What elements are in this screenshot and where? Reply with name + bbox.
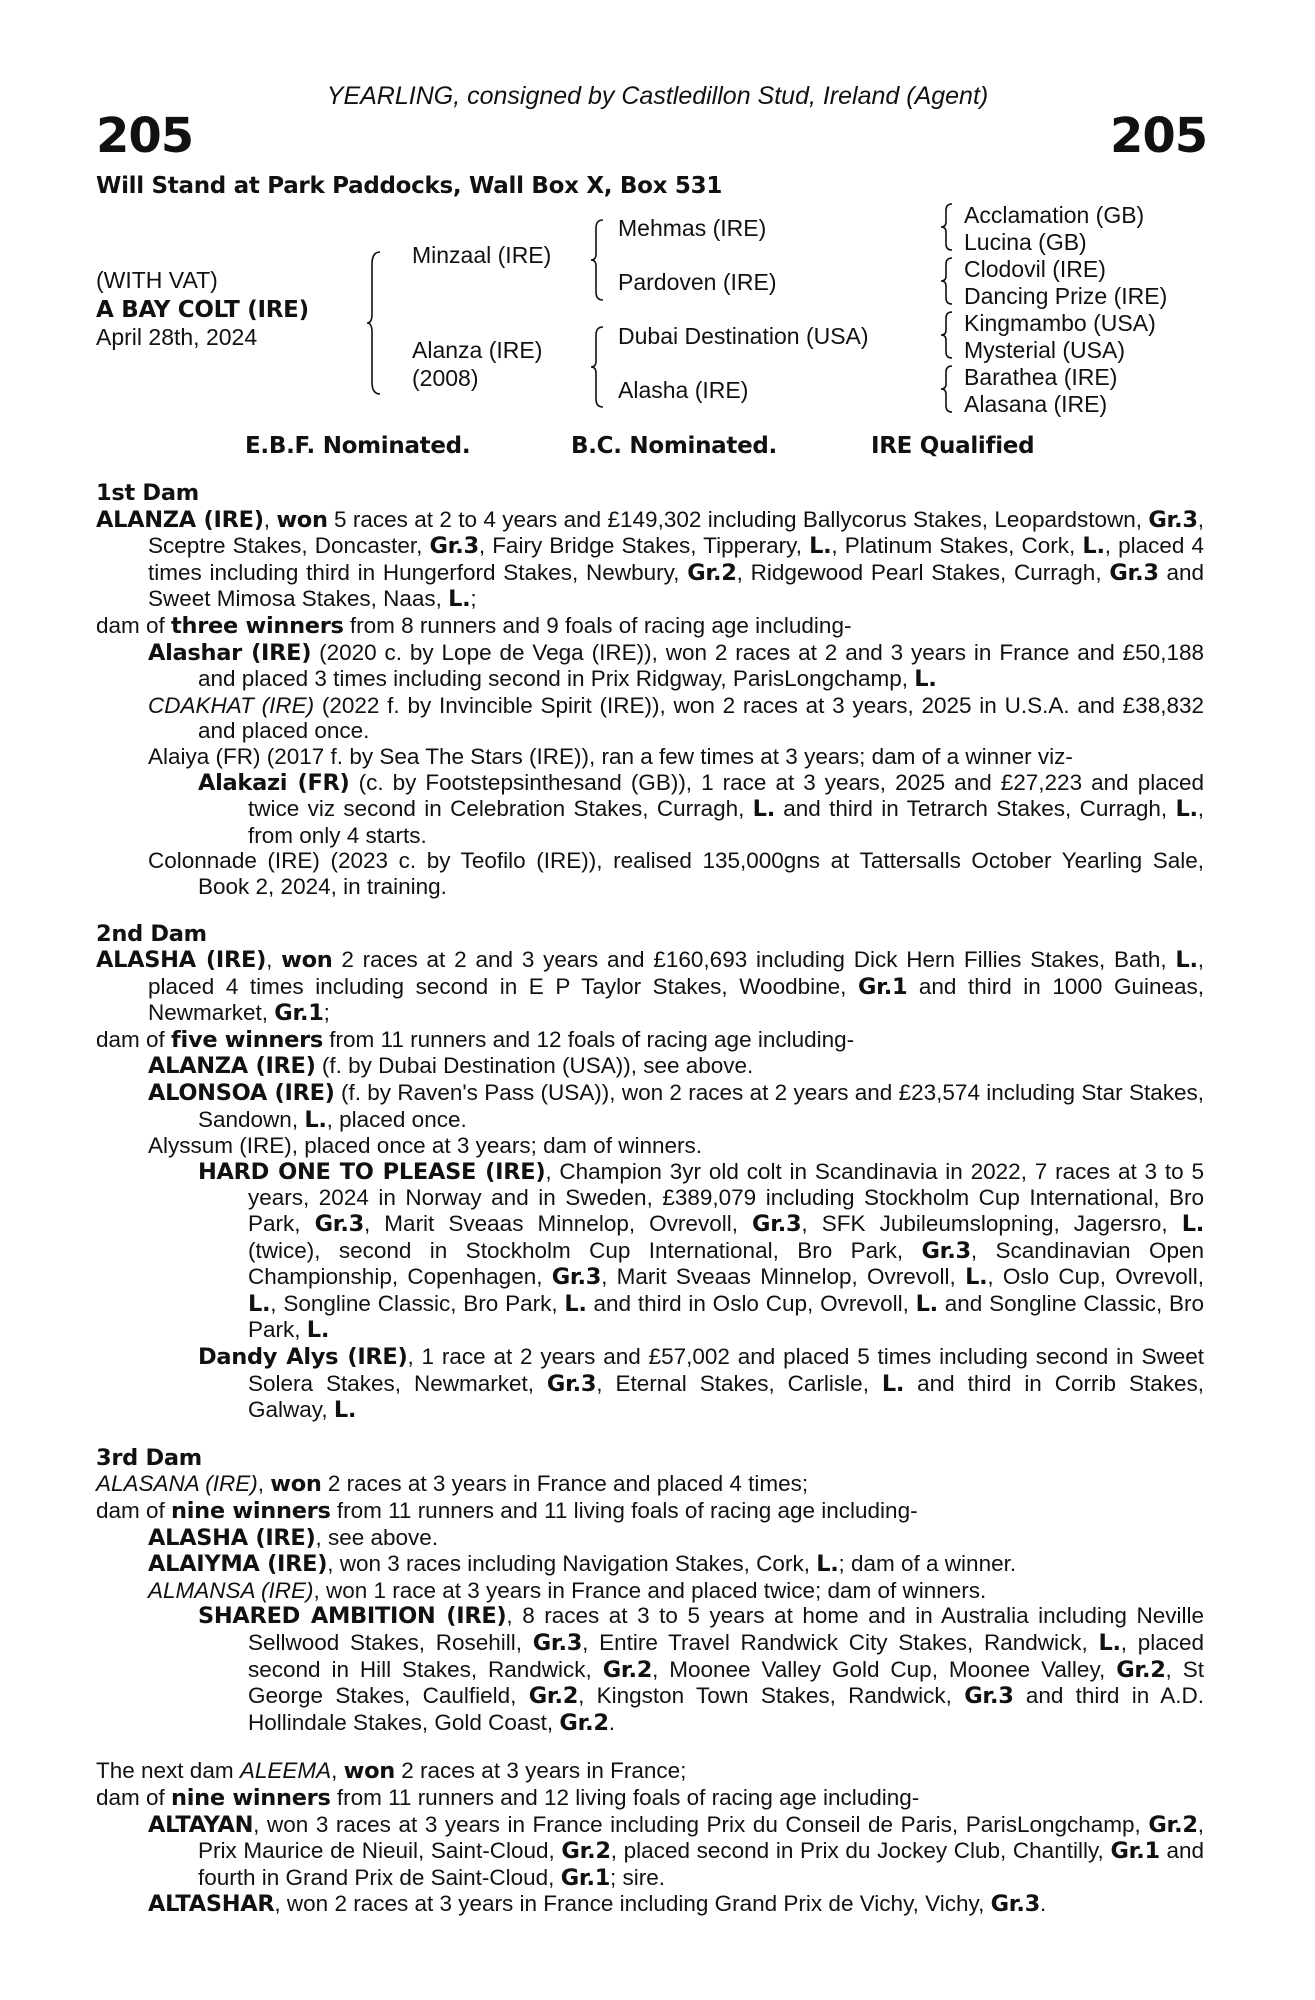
ebf-nomination: E.B.F. Nominated.	[245, 433, 471, 459]
pedigree-brace-main	[366, 250, 384, 396]
sire: Minzaal (IRE)	[412, 242, 552, 268]
lot-number-left: 205	[96, 108, 194, 164]
third-dam-section	[96, 1446, 1204, 1737]
second-dam-heading: 2nd Dam	[96, 920, 207, 947]
sire-dam: Pardoven (IRE)	[618, 269, 777, 295]
produce-shared-ambition: SHARED AMBITION (IRE), 8 races at 3 to 5 years at home and in Australia including Neville Sellwood Stakes, Rosehill, Gr.3, Entire Travel Randwick City Stakes, Randwick, L., placed second in Hill Stakes, Randwick, Gr.2, Moonee Valley Gold Cup, Moonee Valley, Gr.2, St George Stakes, Caulfield, Gr.2, Kingston Town Stakes, Randwick, Gr.3 and third in A.D. Hollindale Stakes, Gold Coast, Gr.2.	[198, 1603, 1205, 1736]
fourth-dam-produce-summary: dam of nine winners from 11 runners and 12 living foals of racing age including-	[96, 1784, 920, 1811]
produce-record	[96, 481, 1204, 1918]
bc-nomination: B.C. Nominated.	[571, 433, 777, 459]
pedigree-brace-dam	[590, 325, 606, 409]
produce-alyssum: Alyssum (IRE), placed once at 3 years; dam of winners.	[148, 1133, 702, 1159]
produce-almansa: ALMANSA (IRE), won 1 race at 3 years in France and placed twice; dam of winners.	[148, 1577, 987, 1603]
pedigree-brace-sire	[590, 218, 606, 302]
ggp-dancing-prize: Dancing Prize (IRE)	[964, 283, 1168, 309]
lot-number-right: 205	[1110, 108, 1208, 164]
produce-hard-one-to-please: HARD ONE TO PLEASE (IRE), Champion 3yr old colt in Scandinavia in 2022, 7 races at 3 to 5 years, 2024 in Norway and in Sweden, £389,079 including Stockholm Cup International, Bro Park, Gr.3, Marit Sveaas Minnelop, Ovrevoll, Gr.3, SFK Jubileumslopning, Jagersro, L. (twice), second in Stockholm Cup International, Bro Park, Gr.3, Scandinavian Open Championship, Copenhagen, Gr.3, Marit Sveaas Minnelop, Ovrevoll, L., Oslo Cup, Ovrevoll, L., Songline Classic, Bro Park, L. and third in Oslo Cup, Ovrevoll, L. and Songline Classic, Bro Park, L.	[198, 1158, 1205, 1344]
vat-note: (WITH VAT)	[96, 267, 218, 293]
pedigree-brace-g2	[940, 256, 954, 306]
consignment-line: YEARLING, consigned by Castledillon Stud, Ireland (Agent)	[326, 82, 989, 110]
produce-alashar: Alashar (IRE) (2020 c. by Lope de Vega (IRE)), won 2 races at 2 and 3 years in France and £50,188 and placed 3 times including second in Prix Ridgway, ParisLongchamp, L.	[148, 639, 1204, 693]
third-dam-record: ALASANA (IRE), won 2 races at 3 years in France and placed 4 times;	[96, 1471, 809, 1498]
dam: Alanza (IRE)	[412, 337, 543, 363]
fourth-dam-section	[96, 1758, 1204, 1918]
second-dam-record: ALASHA (IRE), won 2 races at 2 and 3 years and £160,693 including Dick Hern Fillies Stakes, Bath, L., placed 4 times including second in E P Taylor Stakes, Woodbine, Gr.1 and third in 1000 Guineas, Newmarket, Gr.1;	[96, 947, 1205, 1027]
produce-alonsoa: ALONSOA (IRE) (f. by Raven's Pass (USA)), won 2 races at 2 years and £23,574 including Star Stakes, Sandown, L., placed once.	[148, 1080, 1204, 1133]
first-dam-section	[96, 481, 1204, 900]
first-dam-heading: 1st Dam	[96, 480, 199, 506]
produce-dandy-alys: Dandy Alys (IRE), 1 race at 2 years and £57,002 and placed 5 times including second in Sweet Solera Stakes, Newmarket, Gr.3, Eternal Stakes, Carlisle, L. and third in Corrib Stakes, Galway, L.	[198, 1344, 1205, 1424]
produce-colonnade: Colonnade (IRE) (2023 c. by Teofilo (IRE)), realised 135,000gns at Tattersalls October Yearling Sale, Book 2, 2024, in training.	[148, 848, 1204, 899]
produce-cdakhat: CDAKHAT (IRE) (2022 f. by Invincible Spirit (IRE)), won 2 races at 3 years, 2025 in U.S.A. and £38,832 and placed once.	[148, 692, 1204, 744]
ggp-clodovil: Clodovil (IRE)	[964, 256, 1106, 282]
ggp-alasana: Alasana (IRE)	[964, 391, 1108, 417]
dam-dam: Alasha (IRE)	[618, 377, 749, 403]
produce-alaiya: Alaiya (FR) (2017 f. by Sea The Stars (IRE)), ran a few times at 3 years; dam of a winner viz-	[148, 743, 1073, 769]
pedigree-brace-g4	[940, 364, 954, 414]
ggp-acclamation: Acclamation (GB)	[964, 202, 1145, 228]
produce-alasha: ALASHA (IRE), see above.	[148, 1524, 439, 1551]
produce-altayan: ALTAYAN, won 3 races at 3 years in France including Prix du Conseil de Paris, ParisLongchamp, Gr.2, Prix Maurice de Nieuil, Saint-Cloud, Gr.2, placed second in Prix du Jockey Club, Chantilly, Gr.1 and fourth in Grand Prix de Saint-Cloud, Gr.1; sire.	[148, 1811, 1205, 1891]
first-dam-record: ALANZA (IRE), won 5 races at 2 to 4 years and £149,302 including Ballycorus Stakes, Leopardstown, Gr.3, Sceptre Stakes, Doncaster, Gr.3, Fairy Bridge Stakes, Tipperary, L., Platinum Stakes, Cork, L., placed 4 times including third in Hungerford Stakes, Newbury, Gr.2, Ridgewood Pearl Stakes, Curragh, Gr.3 and Sweet Mimosa Stakes, Naas, L.;	[96, 506, 1205, 613]
pedigree-brace-g1	[940, 202, 954, 252]
produce-altashar: ALTASHAR, won 2 races at 3 years in France including Grand Prix de Vichy, Vichy, Gr.3.	[148, 1891, 1047, 1918]
third-dam-heading: 3rd Dam	[96, 1444, 202, 1471]
stand-location: Will Stand at Park Paddocks, Wall Box X, Box 531	[96, 173, 723, 199]
first-dam-name: ALANZA (IRE)	[96, 506, 264, 533]
dam-sire: Dubai Destination (USA)	[618, 323, 869, 349]
ggp-lucina: Lucina (GB)	[964, 229, 1087, 255]
fourth-dam-record: The next dam ALEEMA, won 2 races at 3 years in France;	[96, 1758, 687, 1785]
foaling-date: April 28th, 2024	[96, 324, 258, 350]
ggp-kingmambo: Kingmambo (USA)	[964, 310, 1156, 336]
dam-year: (2008)	[412, 365, 479, 391]
horse-name: A BAY COLT (IRE)	[96, 297, 309, 323]
ggp-barathea: Barathea (IRE)	[964, 364, 1118, 390]
second-dam-produce-summary: dam of five winners from 11 runners and 12 foals of racing age including-	[96, 1026, 855, 1053]
first-dam-produce-summary: dam of three winners from 8 runners and 9 foals of racing age including-	[96, 612, 852, 639]
third-dam-produce-summary: dam of nine winners from 11 runners and 11 living foals of racing age including-	[96, 1497, 918, 1524]
produce-alakazi: Alakazi (FR) (c. by Footstepsinthesand (GB)), 1 race at 3 years, 2025 and £27,223 and placed twice viz second in Celebration Stakes, Curragh, L. and third in Tetrarch Stakes, Curragh, L., from only 4 starts.	[198, 769, 1204, 848]
sire-sire: Mehmas (IRE)	[618, 215, 767, 241]
produce-alanza: ALANZA (IRE) (f. by Dubai Destination (USA)), see above.	[148, 1053, 754, 1080]
pedigree-brace-g3	[940, 310, 954, 360]
second-dam-section	[96, 922, 1204, 1424]
ggp-mysterial: Mysterial (USA)	[964, 337, 1126, 363]
produce-alaiyma: ALAIYMA (IRE), won 3 races including Navigation Stakes, Cork, L.; dam of a winner.	[148, 1551, 1017, 1578]
ire-qualified: IRE Qualified	[871, 433, 1035, 459]
